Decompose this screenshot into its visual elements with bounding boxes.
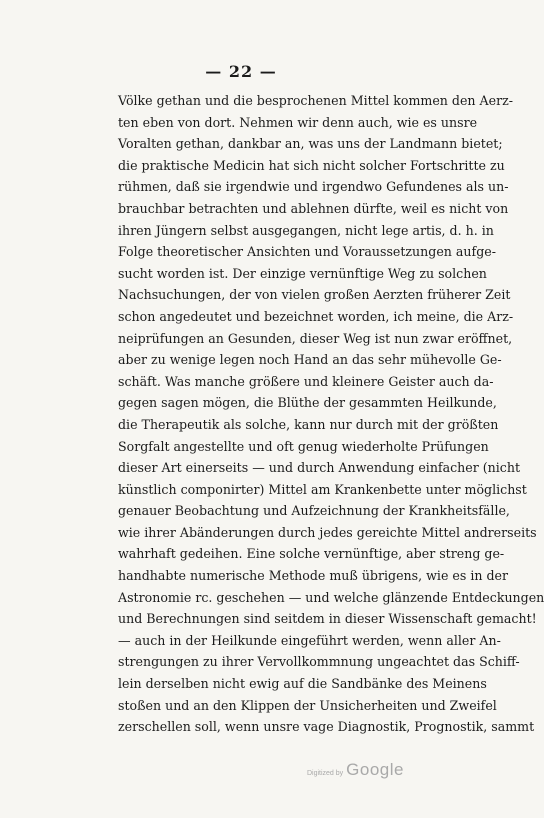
text-line: gegen sagen mögen, die Blüthe der gesammten Heilkunde,	[118, 395, 497, 411]
text-line: — auch in der Heilkunde eingeführt werden, wenn aller An-	[118, 632, 501, 648]
text-line: wie ihrer Abänderungen durch jedes gereichte Mittel andrerseits	[118, 524, 537, 540]
text-line: ten eben von dort. Nehmen wir denn auch, wie es unsre	[118, 114, 478, 130]
text-line: Folge theoretischer Ansichten und Voraussetzungen aufge-	[118, 244, 496, 260]
text-line: und Berechnungen sind seitdem in dieser Wissenschaft gemacht!	[118, 611, 537, 627]
text-line: Astronomie rc. geschehen — und welche glänzende Entdeckungen	[118, 589, 544, 605]
watermark-prefix: Digitized by	[306, 770, 344, 777]
text-line: stoßen und an den Klippen der Unsicherheiten und Zweifel	[118, 697, 497, 713]
text-line: sucht worden ist. Der einzige vernünftige Weg zu solchen	[118, 265, 487, 281]
text-line: dieser Art einerseits — und durch Anwendung einfacher (nicht	[118, 460, 521, 476]
text-line: künstlich componirter) Mittel am Krankenbette unter möglichst	[118, 481, 527, 497]
text-line: lein derselben nicht ewig auf die Sandbänke des Meinens	[118, 676, 487, 692]
body-text	[118, 90, 544, 738]
text-line: schon angedeutet und bezeichnet worden, ich meine, die Arz-	[118, 308, 514, 324]
text-line: die praktische Medicin hat sich nicht solcher Fortschritte zu	[118, 157, 505, 173]
text-line: schäft. Was manche größere und kleinere Geister auch da-	[118, 373, 494, 389]
text-line: genauer Beobachtung und Aufzeichnung der Krankheitsfälle,	[118, 503, 510, 519]
text-line: Sorgfalt angestellte und oft genug wiederholte Prüfungen	[118, 438, 489, 454]
text-line: Nachsuchungen, der von vielen großen Aerzten früherer Zeit	[118, 287, 511, 303]
google-watermark	[307, 760, 404, 780]
text-line: zerschellen soll, wenn unsre vage Diagnostik, Prognostik, sammt	[118, 719, 535, 735]
text-line: ihren Jüngern selbst ausgegangen, nicht lege artis, d. h. in	[118, 222, 494, 238]
text-line: Voralten gethan, dankbar an, was uns der Landmann bietet;	[118, 136, 503, 152]
text-line: wahrhaft gedeihen. Eine solche vernünftige, aber streng ge-	[118, 546, 505, 562]
text-line: handhabte numerische Methode muß übrigens, wie es in der	[118, 568, 509, 584]
text-line: rühmen, daß sie irgendwie und irgendwo Gefundenes als un-	[118, 179, 509, 195]
watermark-brand: Google	[346, 760, 404, 779]
page-number: — 22 —	[205, 62, 277, 81]
text-line: Völke gethan und die besprochenen Mittel kommen den Aerz-	[118, 93, 513, 108]
text-line: aber zu wenige legen noch Hand an das sehr mühevolle Ge-	[118, 352, 502, 368]
text-line: brauchbar betrachten und ablehnen dürfte, weil es nicht von	[118, 200, 509, 216]
text-line: die Therapeutik als solche, kann nur durch mit der größten	[118, 416, 499, 432]
text-line: neiprüfungen an Gesunden, dieser Weg ist nun zwar eröffnet,	[118, 330, 513, 346]
text-line: strengungen zu ihrer Vervollkommnung ungeachtet das Schiff-	[118, 654, 520, 670]
